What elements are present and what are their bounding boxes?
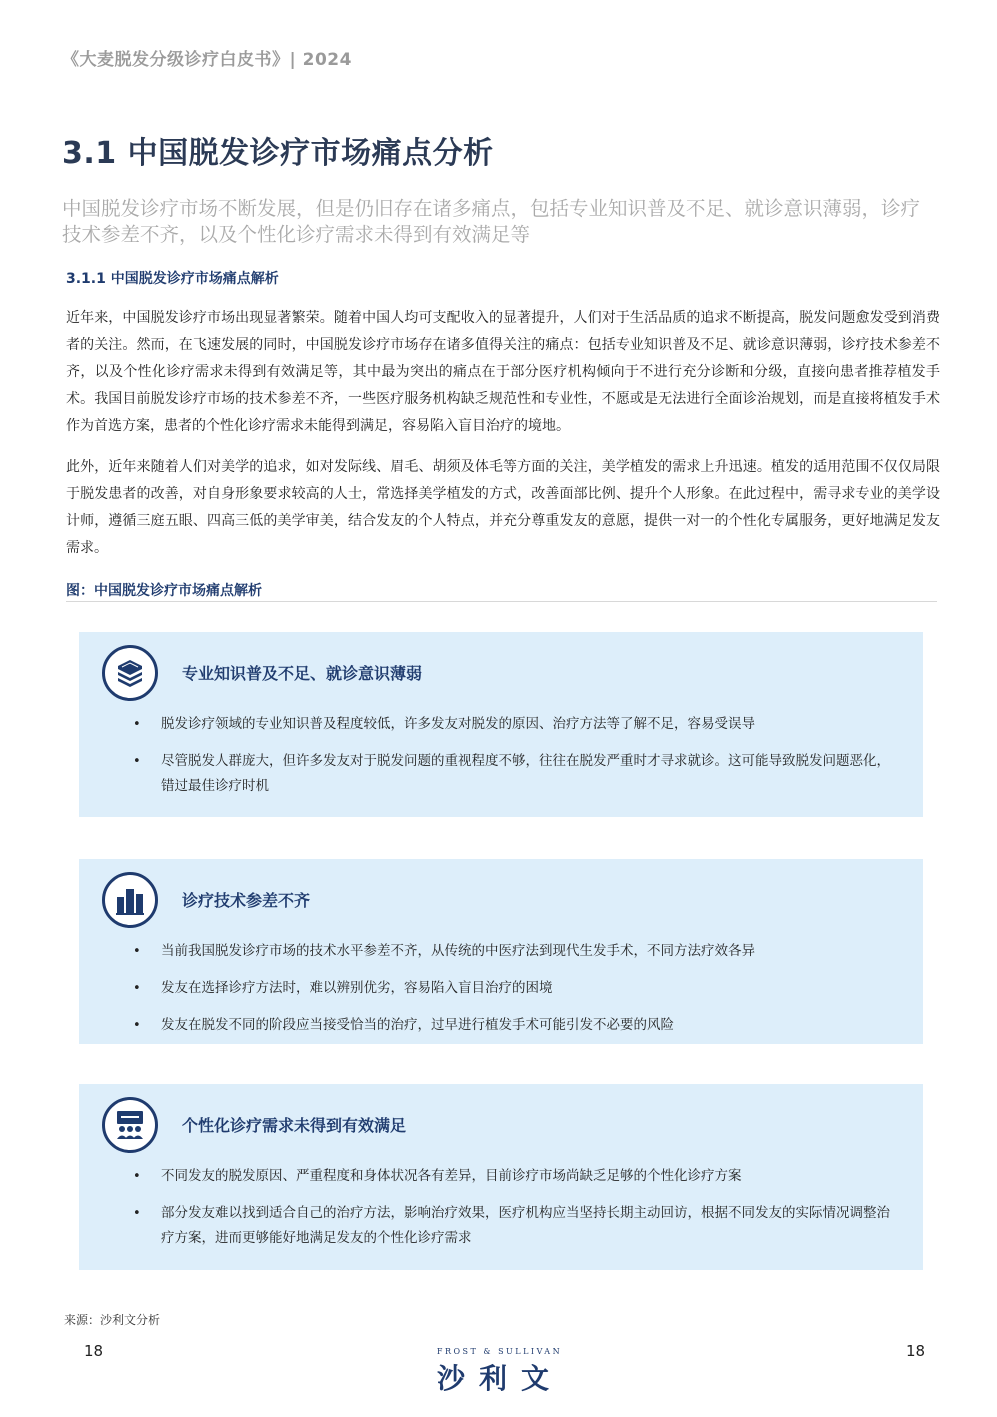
- bullet-marker: •: [133, 944, 141, 959]
- source-note: 来源：沙利文分析: [64, 1313, 161, 1327]
- document-header: 《大麦脱发分级诊疗白皮书》| 2024: [62, 50, 352, 70]
- section-title: 3.1 中国脱发诊疗市场痛点分析: [62, 136, 494, 171]
- card-title: 诊疗技术参差不齐: [182, 891, 311, 910]
- pain-point-card-knowledge: [79, 632, 923, 817]
- pain-point-card-personalization: [79, 1084, 923, 1270]
- card-bullet-list: [133, 712, 903, 811]
- figure-title: 图：中国脱发诊疗市场痛点解析: [66, 583, 262, 599]
- books-icon: [102, 645, 158, 701]
- card-bullet-list: [133, 939, 903, 1050]
- bullet-marker: •: [133, 754, 141, 769]
- bar-chart-icon: [102, 872, 158, 928]
- subsection-title: 3.1.1 中国脱发诊疗市场痛点解析: [66, 271, 279, 287]
- body-paragraph-2: 此外，近年来随着人们对美学的追求，如对发际线、眉毛、胡须及体毛等方面的关注，美学植发的需求上升迅速。植发的适用范围不仅仅局限于脱发患者的改善，对自身形象要求较高的人士，常选择美学植发的方式，改善面部比例、提升个人形象。在此过程中，需寻求专业的美学设计师，遵循三庭五眼、四高三低的美学审美，结合发友的个人特点，并充分尊重发友的意愿，提供一对一的个性化专属服务，更好地满足发友需求。: [66, 459, 940, 556]
- bullet-marker: •: [133, 1169, 141, 1184]
- list-item: • 发友在脱发不同的阶段应当接受恰当的治疗，过早进行植发手术可能引发不必要的风险: [133, 1013, 903, 1038]
- bullet-marker: •: [133, 981, 141, 996]
- body-paragraph-1: 近年来，中国脱发诊疗市场出现显著繁荣。随着中国人均可支配收入的显著提升，人们对于生活品质的追求不断提高，脱发问题愈发受到消费者的关注。然而，在飞速发展的同时，中国脱发诊疗市场存在诸多值得关注的痛点：包括专业知识普及不足、就诊意识薄弱，诊疗技术参差不齐，以及个性化诊疗需求未得到有效满足等，其中最为突出的痛点在于部分医疗机构倾向于不进行充分诊断和分级，直接向患者推荐植发手术。我国目前脱发诊疗市场的技术参差不齐，一些医疗服务机构缺乏规范性和专业性，不愿或是无法进行全面诊治规划，而是直接将植发手术作为首选方案，患者的个性化诊疗需求未能得到满足，容易陷入盲目治疗的境地。: [66, 310, 940, 434]
- bullet-marker: •: [133, 1018, 141, 1033]
- section-subtitle: 中国脱发诊疗市场不断发展，但是仍旧存在诸多痛点，包括专业知识普及不足、就诊意识薄弱，诊疗技术参差不齐，以及个性化诊疗需求未得到有效满足等: [62, 197, 921, 246]
- list-item: • 发友在选择诊疗方法时，难以辨别优劣，容易陷入盲目治疗的困境: [133, 976, 903, 1001]
- list-item: • 不同发友的脱发原因、严重程度和身体状况各有差异，目前诊疗市场尚缺乏足够的个性化诊疗方案: [133, 1164, 903, 1189]
- list-item: • 部分发友难以找到适合自己的治疗方法，影响治疗效果，医疗机构应当坚持长期主动回访，根据不同发友的实际情况调整治疗方案，进而更够能好地满足发友的个性化诊疗需求: [133, 1201, 903, 1251]
- card-title: 个性化诊疗需求未得到有效满足: [182, 1116, 407, 1135]
- card-title: 专业知识普及不足、就诊意识薄弱: [182, 664, 423, 683]
- card-bullet-list: [133, 1164, 903, 1263]
- figure-divider: [66, 601, 937, 602]
- page-number-left: 18: [84, 1342, 104, 1360]
- list-item: • 尽管脱发人群庞大，但许多发友对于脱发问题的重视程度不够，往往在脱发严重时才寻求就诊。这可能导致脱发问题恶化，错过最佳诊疗时机: [133, 749, 903, 799]
- pain-point-card-technology: [79, 859, 923, 1044]
- list-item: • 脱发诊疗领域的专业知识普及程度较低，许多发友对脱发的原因、治疗方法等了解不足，容易受误导: [133, 712, 903, 737]
- list-item: • 当前我国脱发诊疗市场的技术水平参差不齐，从传统的中医疗法到现代生发手术，不同方法疗效各异: [133, 939, 903, 964]
- logo-chinese: 沙利文: [436, 1362, 563, 1395]
- bullet-marker: •: [133, 717, 141, 732]
- page-number-right: 18: [906, 1342, 926, 1360]
- people-presentation-icon: [102, 1097, 158, 1153]
- logo-english: FROST & SULLIVAN: [436, 1347, 563, 1356]
- bullet-marker: •: [133, 1206, 141, 1221]
